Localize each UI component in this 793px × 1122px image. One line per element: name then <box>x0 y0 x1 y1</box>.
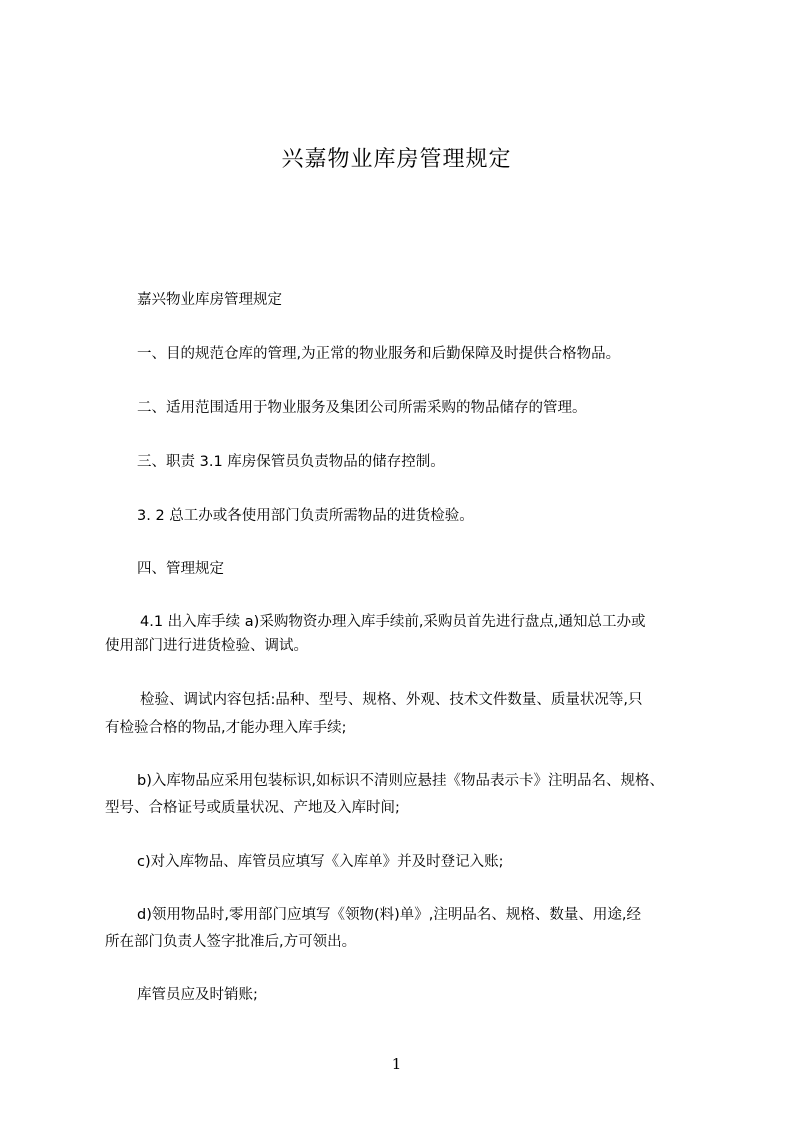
paragraph-management-rules: 四、管理规定 <box>137 561 224 577</box>
paragraph-b-line-2: 型号、合格证号或质量状况、产地及入库时间; <box>105 800 400 816</box>
paragraph-write-off: 库管员应及时销账; <box>137 987 258 1003</box>
paragraph-inspection-line-1: 检验、调试内容包括:品种、型号、规格、外观、技术文件数量、质量状况等,只 <box>140 692 643 708</box>
paragraph-duty-3-1: 三、职责 3.1 库房保管员负责物品的储存控制。 <box>137 454 445 470</box>
paragraph-4-1-line-2: 使用部门进行进货检验、调试。 <box>105 638 308 654</box>
paragraph-heading: 嘉兴物业库房管理规定 <box>137 292 282 308</box>
paragraph-purpose: 一、目的规范仓库的管理,为正常的物业服务和后勤保障及时提供合格物品。 <box>137 346 621 362</box>
page-number: 1 <box>391 1055 402 1073</box>
paragraph-inspection-line-2: 有检验合格的物品,才能办理入库手续; <box>105 720 347 736</box>
document-title: 兴嘉物业库房管理规定 <box>281 147 512 172</box>
paragraph-4-1-line-1: 4.1 出入库手续 a)采购物资办理入库手续前,采购员首先进行盘点,通知总工办或 <box>140 614 646 630</box>
paragraph-d-line-1: d)领用物品时,零用部门应填写《领物(料)单》,注明品名、规格、数量、用途,经 <box>137 907 641 923</box>
paragraph-b-line-1: b)入库物品应采用包装标识,如标识不清则应悬挂《物品表示卡》注明品名、规格、 <box>137 773 664 789</box>
paragraph-d-line-2: 所在部门负责人签字批准后,方可领出。 <box>105 934 357 950</box>
paragraph-scope: 二、适用范围适用于物业服务及集团公司所需采购的物品储存的管理。 <box>137 400 587 416</box>
paragraph-c: c)对入库物品、库管员应填写《入库单》并及时登记入账; <box>137 854 504 870</box>
paragraph-duty-3-2: 3. 2 总工办或各使用部门负责所需物品的进货检验。 <box>137 508 474 524</box>
